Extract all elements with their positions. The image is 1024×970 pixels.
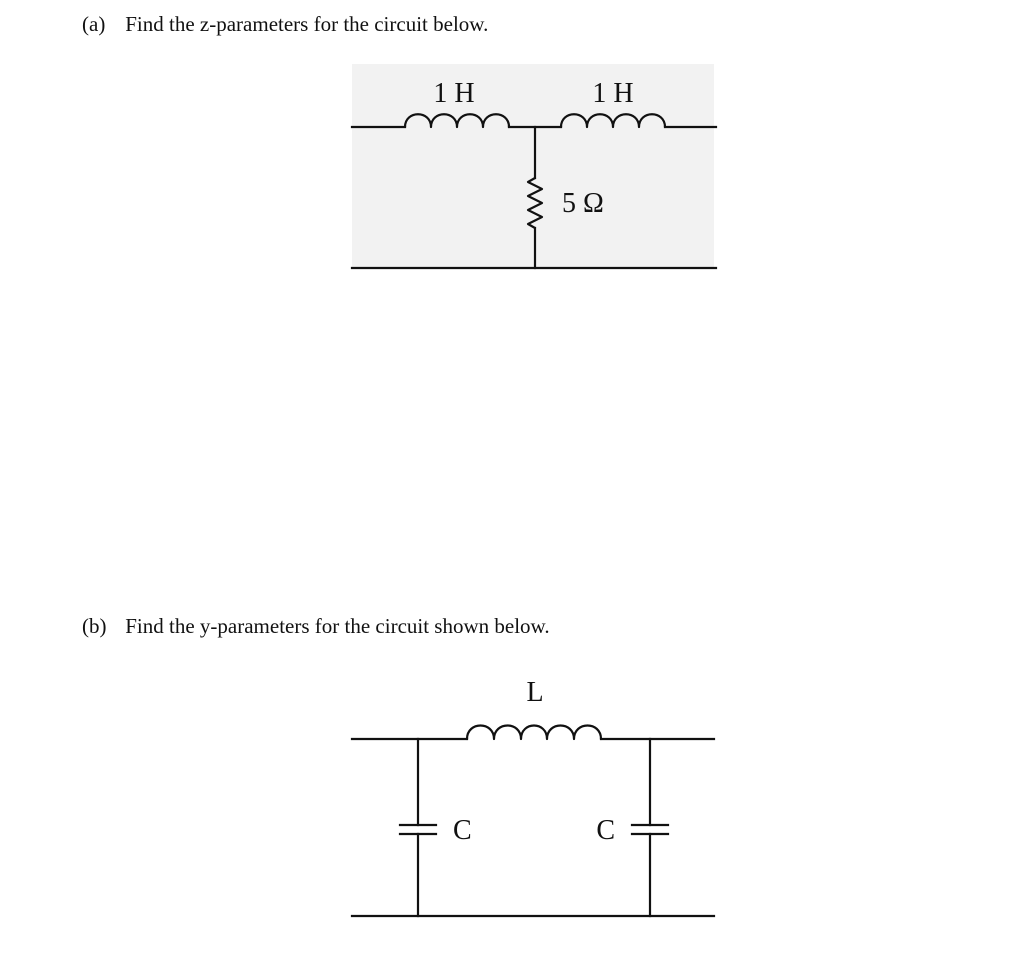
question-b-prompt: Find the y-parameters for the circuit shown below. (125, 614, 550, 638)
circuit-a (352, 64, 716, 268)
capacitor-b-right-icon (632, 825, 668, 834)
question-a-number: (a) (82, 12, 106, 36)
inductor-b-label: L (526, 677, 544, 708)
capacitor-b-right-label: C (596, 815, 615, 846)
question-a-prompt: Find the z-parameters for the circuit below. (125, 12, 489, 36)
inductor-a-right-label: 1 H (592, 78, 634, 109)
inductor-a-left-label: 1 H (433, 78, 475, 109)
inductor-b-icon (467, 726, 601, 740)
capacitor-b-left-label: C (453, 815, 472, 846)
question-b-number: (b) (82, 614, 107, 638)
capacitor-b-left-icon (400, 825, 436, 834)
circuit-b (352, 677, 714, 916)
resistor-a-label: 5 Ω (562, 188, 604, 219)
circuit-a-background (352, 64, 714, 268)
